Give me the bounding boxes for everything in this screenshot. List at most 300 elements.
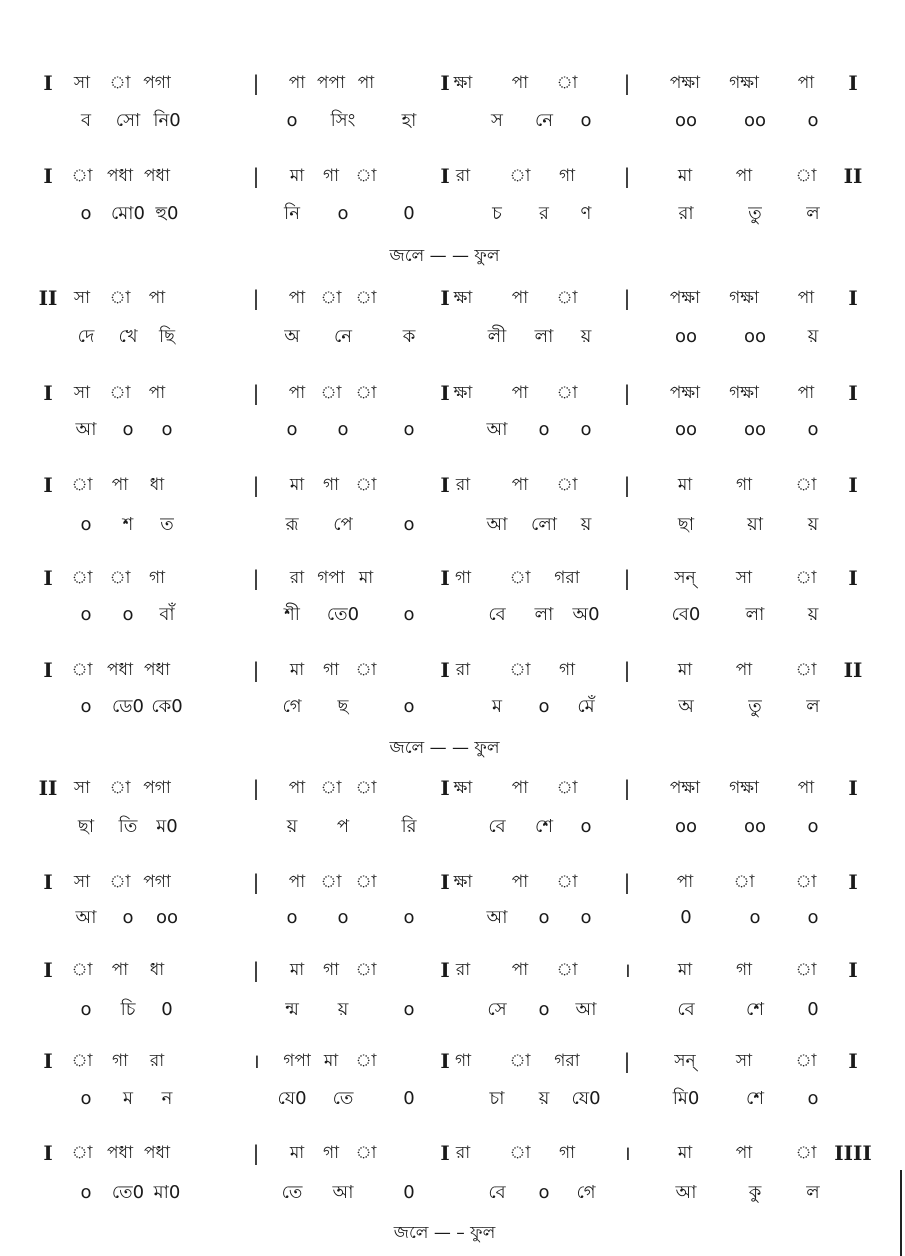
lyric-syllable: যে0 <box>571 1088 601 1109</box>
note: পধা <box>144 166 170 186</box>
lyric-syllable: o <box>286 110 298 131</box>
note: া <box>71 960 93 980</box>
note: া <box>795 568 817 588</box>
lyric-syllable: তু <box>748 203 762 224</box>
note: পক্ষা <box>669 778 701 798</box>
lyric-syllable: য় <box>580 514 592 535</box>
lyric-syllable: দে <box>77 326 95 347</box>
note: া <box>795 872 817 892</box>
note: সা <box>735 568 753 588</box>
bar-line: II <box>843 658 863 682</box>
lyric-syllable: oo <box>674 816 698 837</box>
lyric-syllable: ল <box>806 1182 820 1203</box>
note: পা <box>111 960 129 980</box>
bar-line: | <box>623 1049 631 1073</box>
bar-line: | <box>623 164 631 188</box>
bar-line: | <box>252 566 260 590</box>
lyric-syllable: 0 <box>161 999 173 1020</box>
bar-line: | <box>252 381 260 405</box>
note: গা <box>322 1143 340 1163</box>
lyric-syllable: ন <box>161 1088 173 1109</box>
lyric-syllable: মি0 <box>672 1088 700 1109</box>
note: া <box>355 475 377 495</box>
refrain-line: জলে — – ফুল <box>393 1223 496 1243</box>
lyric-syllable: তে0 <box>326 604 360 625</box>
bar-line: | <box>252 958 260 982</box>
lyric-syllable: বে <box>488 1182 506 1203</box>
notation-row <box>0 563 905 593</box>
note: পধা <box>107 166 133 186</box>
bar-line: | <box>252 870 260 894</box>
note: পা <box>735 660 753 680</box>
note: ক্ষা <box>453 383 473 403</box>
bar-line: | <box>252 164 260 188</box>
lyric-row <box>0 199 905 229</box>
bar-line: I <box>848 286 858 310</box>
bar-line: । <box>623 1141 631 1165</box>
bar-line: I <box>440 566 450 590</box>
note: মা <box>358 568 374 588</box>
bar-line: I <box>43 1049 53 1073</box>
lyric-syllable: o <box>538 696 550 717</box>
note: রা <box>455 660 471 680</box>
note: সন্ <box>674 568 696 588</box>
lyric-row <box>0 600 905 630</box>
note: া <box>509 1143 531 1163</box>
note: গা <box>454 1051 472 1071</box>
note: রা <box>455 1143 471 1163</box>
lyric-syllable: o <box>403 696 415 717</box>
note: া <box>795 475 817 495</box>
lyric-syllable: o <box>580 110 592 131</box>
note: গরা <box>554 568 580 588</box>
note: পধা <box>144 660 170 680</box>
lyric-syllable: ম <box>492 696 502 717</box>
lyric-syllable: গে <box>576 1182 596 1203</box>
note: া <box>320 872 342 892</box>
lyric-syllable: বে <box>488 816 506 837</box>
note: পধা <box>107 1143 133 1163</box>
bar-line: I <box>440 1141 450 1165</box>
lyric-syllable: o <box>122 419 134 440</box>
lyric-syllable: য় <box>807 604 819 625</box>
note: গা <box>111 1051 129 1071</box>
note: গক্ষা <box>729 288 759 308</box>
bar-line: I <box>848 1049 858 1073</box>
note: পা <box>288 288 306 308</box>
note: সা <box>73 778 91 798</box>
bar-line: | <box>252 776 260 800</box>
note: া <box>320 383 342 403</box>
note: সা <box>73 73 91 93</box>
bar-line: IIII <box>834 1141 872 1165</box>
note: পা <box>357 73 375 93</box>
lyric-syllable: মা0 <box>153 1182 181 1203</box>
lyric-syllable: আ <box>486 907 508 928</box>
note: া <box>320 288 342 308</box>
note: গা <box>454 568 472 588</box>
note: পা <box>797 778 815 798</box>
notation-row <box>0 655 905 685</box>
note: া <box>795 960 817 980</box>
bar-line: | <box>623 286 631 310</box>
lyric-syllable: য় <box>807 514 819 535</box>
lyric-syllable: ত <box>160 514 174 535</box>
bar-line: | <box>252 473 260 497</box>
lyric-syllable: 0 <box>403 203 415 224</box>
bar-line: I <box>43 1141 53 1165</box>
notation-row <box>0 283 905 313</box>
bar-line: I <box>440 1049 450 1073</box>
note: পধা <box>144 1143 170 1163</box>
lyric-syllable: আ <box>675 1182 697 1203</box>
lyric-syllable: তে <box>281 1182 303 1203</box>
note: রা <box>289 568 305 588</box>
note: পা <box>511 475 529 495</box>
note: গা <box>558 166 576 186</box>
bar-line: II <box>38 776 58 800</box>
lyric-syllable: রা <box>678 203 694 224</box>
note: মা <box>677 660 693 680</box>
bar-line: II <box>843 164 863 188</box>
bar-line: I <box>43 473 53 497</box>
lyric-syllable: নি <box>284 203 300 224</box>
note: সন্ <box>674 1051 696 1071</box>
note: পা <box>511 960 529 980</box>
lyric-syllable: নে <box>333 326 353 347</box>
bar-line: | <box>252 71 260 95</box>
lyric-syllable: 0 <box>680 907 692 928</box>
note: ধা <box>149 475 165 495</box>
lyric-syllable: য় <box>286 816 298 837</box>
note: া <box>795 660 817 680</box>
bar-line: I <box>848 381 858 405</box>
lyric-row <box>0 1178 905 1208</box>
note: া <box>355 872 377 892</box>
bar-line: I <box>848 566 858 590</box>
note: া <box>109 383 131 403</box>
note: মা <box>677 166 693 186</box>
note: া <box>355 1143 377 1163</box>
lyric-syllable: o <box>403 999 415 1020</box>
lyric-row <box>0 322 905 352</box>
lyric-syllable: o <box>80 696 92 717</box>
lyric-syllable: বাঁ <box>159 604 175 625</box>
note: া <box>509 660 531 680</box>
notation-row <box>0 955 905 985</box>
note: পা <box>735 166 753 186</box>
note: পধা <box>107 660 133 680</box>
note: া <box>71 568 93 588</box>
lyric-syllable: o <box>807 816 819 837</box>
lyric-syllable: oo <box>743 816 767 837</box>
lyric-syllable: o <box>286 419 298 440</box>
note: া <box>71 660 93 680</box>
lyric-syllable: চ <box>492 203 502 224</box>
note: গা <box>558 660 576 680</box>
note: পপা <box>316 73 346 93</box>
note: া <box>109 568 131 588</box>
note: মা <box>289 660 305 680</box>
lyric-syllable: য় <box>580 326 592 347</box>
lyric-syllable: খে <box>118 326 138 347</box>
lyric-syllable: প <box>336 816 350 837</box>
bar-line: | <box>252 1141 260 1165</box>
lyric-syllable: পে <box>333 514 353 535</box>
lyric-syllable: o <box>80 514 92 535</box>
note: ক্ষা <box>453 778 473 798</box>
note: া <box>733 872 755 892</box>
lyric-syllable: oo <box>743 419 767 440</box>
lyric-syllable: o <box>403 907 415 928</box>
note: মা <box>323 1051 339 1071</box>
lyric-row <box>0 995 905 1025</box>
bar-line: I <box>440 870 450 894</box>
note: গা <box>322 960 340 980</box>
lyric-syllable: ছ <box>337 696 349 717</box>
note: পা <box>111 475 129 495</box>
lyric-syllable: গে <box>282 696 302 717</box>
lyric-row <box>0 106 905 136</box>
lyric-syllable: লা <box>745 604 765 625</box>
bar-line: II <box>38 286 58 310</box>
note: া <box>355 166 377 186</box>
lyric-syllable: o <box>807 419 819 440</box>
note: রা <box>149 1051 165 1071</box>
bar-line: I <box>43 566 53 590</box>
note: পা <box>511 872 529 892</box>
lyric-syllable: বে <box>677 999 695 1020</box>
note: া <box>795 1143 817 1163</box>
note: পগা <box>143 872 171 892</box>
lyric-syllable: 0 <box>403 1182 415 1203</box>
note: পা <box>148 288 166 308</box>
bar-line: I <box>440 71 450 95</box>
lyric-syllable: o <box>80 604 92 625</box>
note: গক্ষা <box>729 383 759 403</box>
note: পগা <box>143 73 171 93</box>
note: া <box>795 1051 817 1071</box>
bar-line: | <box>623 71 631 95</box>
note: া <box>71 166 93 186</box>
note: পা <box>735 1143 753 1163</box>
lyric-syllable: ছা <box>677 514 695 535</box>
note: গরা <box>554 1051 580 1071</box>
bar-line: I <box>440 958 450 982</box>
note: মা <box>289 475 305 495</box>
note: গা <box>735 960 753 980</box>
bar-line: I <box>43 71 53 95</box>
lyric-syllable: o <box>122 604 134 625</box>
lyric-syllable: নে <box>534 110 554 131</box>
bar-line: I <box>43 958 53 982</box>
note: পা <box>511 288 529 308</box>
note: া <box>109 778 131 798</box>
lyric-syllable: ব <box>80 110 92 131</box>
note: মা <box>289 166 305 186</box>
note: ক্ষা <box>453 288 473 308</box>
bar-line: I <box>43 658 53 682</box>
note: ধা <box>149 960 165 980</box>
lyric-syllable: o <box>807 907 819 928</box>
lyric-syllable: আ <box>486 419 508 440</box>
lyric-syllable: সে <box>487 999 507 1020</box>
bar-line: I <box>440 776 450 800</box>
lyric-syllable: o <box>749 907 761 928</box>
lyric-syllable: অ <box>284 326 300 347</box>
lyric-row <box>0 692 905 722</box>
lyric-syllable: আ <box>75 419 97 440</box>
lyric-syllable: o <box>580 816 592 837</box>
bar-line: I <box>43 164 53 188</box>
lyric-syllable: o <box>807 1088 819 1109</box>
lyric-syllable: o <box>807 110 819 131</box>
note: া <box>509 568 531 588</box>
lyric-syllable: o <box>403 604 415 625</box>
lyric-syllable: লা <box>534 604 554 625</box>
lyric-syllable: আ <box>332 1182 354 1203</box>
note: া <box>355 660 377 680</box>
bar-line: | <box>623 473 631 497</box>
note: া <box>71 1051 93 1071</box>
lyric-syllable: o <box>538 907 550 928</box>
lyric-syllable: য় <box>807 326 819 347</box>
lyric-syllable: o <box>403 514 415 535</box>
lyric-syllable: রূ <box>285 514 299 535</box>
note: রা <box>455 166 471 186</box>
note: া <box>109 872 131 892</box>
lyric-syllable: o <box>337 419 349 440</box>
lyric-syllable: o <box>337 203 349 224</box>
lyric-syllable: নি0 <box>153 110 181 131</box>
lyric-syllable: তু <box>748 696 762 717</box>
notation-row <box>0 773 905 803</box>
refrain-line: জলে — — ফুল <box>389 246 500 266</box>
lyric-syllable: ম <box>123 1088 133 1109</box>
note: মা <box>677 1143 693 1163</box>
lyric-syllable: শে <box>746 1088 764 1109</box>
note: গক্ষা <box>729 73 759 93</box>
lyric-syllable: কে0 <box>151 696 183 717</box>
note: পা <box>288 73 306 93</box>
lyric-syllable: o <box>337 907 349 928</box>
lyric-syllable: o <box>403 419 415 440</box>
note: া <box>320 778 342 798</box>
bar-line: I <box>848 958 858 982</box>
lyric-syllable: অ <box>678 696 694 717</box>
note: গা <box>148 568 166 588</box>
note: া <box>355 1051 377 1071</box>
lyric-row <box>0 903 905 933</box>
note: পক্ষা <box>669 383 701 403</box>
note: া <box>795 166 817 186</box>
note: া <box>355 383 377 403</box>
bar-line: I <box>848 870 858 894</box>
lyric-syllable: o <box>122 907 134 928</box>
lyric-syllable: ম0 <box>156 816 178 837</box>
note: মা <box>289 1143 305 1163</box>
lyric-syllable: তে <box>332 1088 354 1109</box>
note: মা <box>677 960 693 980</box>
bar-line: I <box>440 658 450 682</box>
lyric-syllable: সিং <box>330 110 356 131</box>
note: সা <box>735 1051 753 1071</box>
lyric-syllable: সো <box>115 110 141 131</box>
lyric-syllable: o <box>538 999 550 1020</box>
note: পা <box>511 778 529 798</box>
lyric-syllable: আ <box>75 907 97 928</box>
bar-line: | <box>252 286 260 310</box>
bar-line: I <box>440 473 450 497</box>
note: া <box>355 778 377 798</box>
lyric-syllable: o <box>538 1182 550 1203</box>
bar-line: | <box>623 658 631 682</box>
lyric-syllable: ছা <box>77 816 95 837</box>
lyric-syllable: য়া <box>747 514 763 535</box>
lyric-syllable: ন্ম <box>285 999 299 1020</box>
lyric-syllable: আ <box>486 514 508 535</box>
note: গা <box>322 660 340 680</box>
lyric-syllable: য় <box>538 1088 550 1109</box>
notation-row <box>0 1046 905 1076</box>
note: সা <box>73 872 91 892</box>
note: া <box>509 166 531 186</box>
notation-row <box>0 470 905 500</box>
lyric-syllable: o <box>286 907 298 928</box>
lyric-syllable: মেঁ <box>577 696 595 717</box>
note: পা <box>288 872 306 892</box>
lyric-syllable: অ0 <box>572 604 600 625</box>
bar-line: | <box>623 566 631 590</box>
note: া <box>556 872 578 892</box>
note: া <box>355 288 377 308</box>
note: গপা <box>317 568 345 588</box>
lyric-syllable: হু0 <box>155 203 179 224</box>
lyric-syllable: তি <box>118 816 138 837</box>
lyric-syllable: o <box>80 1088 92 1109</box>
lyric-syllable: বে0 <box>671 604 701 625</box>
lyric-syllable: oo <box>674 110 698 131</box>
bar-line: | <box>623 870 631 894</box>
note: পক্ষা <box>669 73 701 93</box>
bar-line: | <box>252 658 260 682</box>
note: রা <box>455 960 471 980</box>
bar-line: I <box>43 381 53 405</box>
notation-row <box>0 1138 905 1168</box>
note: মা <box>289 960 305 980</box>
lyric-syllable: o <box>580 419 592 440</box>
note: পা <box>288 778 306 798</box>
note: া <box>109 73 131 93</box>
lyric-syllable: আ <box>575 999 597 1020</box>
lyric-syllable: ল <box>806 696 820 717</box>
note: সা <box>73 288 91 308</box>
bar-line: I <box>440 164 450 188</box>
lyric-syllable: oo <box>674 326 698 347</box>
lyric-syllable: স <box>491 110 503 131</box>
lyric-syllable: কু <box>748 1182 762 1203</box>
lyric-syllable: oo <box>743 326 767 347</box>
bar-line: । <box>623 958 631 982</box>
lyric-syllable: র <box>539 203 549 224</box>
note: পা <box>797 383 815 403</box>
lyric-syllable: লা <box>534 326 554 347</box>
notation-row <box>0 378 905 408</box>
note: গা <box>558 1143 576 1163</box>
lyric-syllable: oo <box>743 110 767 131</box>
notation-row <box>0 68 905 98</box>
bar-line: | <box>623 776 631 800</box>
